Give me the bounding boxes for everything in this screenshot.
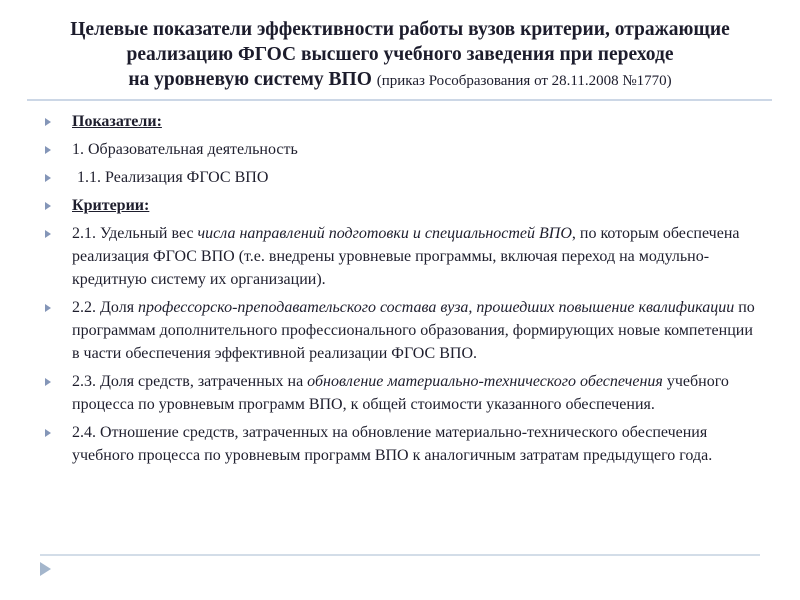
list-item-text — [72, 194, 149, 217]
footer-bullet-triangle-icon — [40, 562, 51, 576]
text-segment-normal: 2.2. Доля — [72, 299, 139, 316]
bullet-triangle-icon — [45, 138, 72, 161]
list-item — [45, 370, 761, 416]
bullet-triangle-icon — [45, 370, 72, 416]
list-item-text — [72, 222, 761, 291]
text-segment-normal: 1.1. Реализация ФГОС ВПО — [77, 169, 269, 186]
text-segment-bold-underline: Показатели: — [72, 113, 162, 130]
text-segment-normal: учебного процесса по уровневым программ ВПО, к общей стоимости указанного обеспечения. — [72, 373, 729, 413]
list-item-text — [72, 296, 761, 365]
text-segment-italic: профессорско-преподавательского состава вуза, прошедших повышение квалификации — [138, 299, 735, 316]
text-segment-normal: 2.1. Удельный вес — [72, 225, 198, 242]
list-item-text — [72, 110, 162, 133]
list-item-text — [72, 421, 761, 467]
bullet-triangle-icon — [45, 166, 72, 189]
text-segment-normal: , по которым обеспечена реализация ФГОС ВПО (т.е. внедрены уровневые программы, включая переход на модульно-кредитную систему их организации). — [72, 225, 740, 288]
list-item — [45, 138, 761, 161]
list-item-text — [72, 166, 268, 189]
list-item — [45, 222, 761, 291]
list-item — [45, 296, 761, 365]
text-segment-italic: обновление материально-технического обеспечения — [307, 373, 663, 390]
text-segment-italic: числа направлений подготовки и специальностей ВПО — [197, 225, 572, 242]
list-item — [45, 166, 761, 189]
bullet-triangle-icon — [45, 296, 72, 365]
footer-divider — [40, 554, 760, 556]
bullet-triangle-icon — [45, 110, 72, 133]
list-item — [45, 421, 761, 467]
list-item — [45, 110, 761, 133]
title-divider — [27, 99, 772, 101]
list-item-text — [72, 370, 761, 416]
text-segment-normal: по программам дополнительного профессионального образования, формирующих новые компетенции в части обеспечения эффективной реализации ФГОС ВПО. — [72, 299, 755, 362]
list-item — [45, 194, 761, 217]
bullet-triangle-icon — [45, 194, 72, 217]
bullet-triangle-icon — [45, 421, 72, 467]
title-note: (приказ Рособразования от 28.11.2008 №1770) — [376, 73, 672, 89]
list-item-text — [72, 138, 298, 161]
text-segment-normal: 2.4. Отношение средств, затраченных на обновление материально-технического обеспечения учебного процесса по уровневым программ ВПО к аналогичным затратам предыдущего года. — [72, 424, 713, 464]
text-segment-normal: 1. Образовательная деятельность — [72, 141, 298, 158]
slide-title — [40, 17, 760, 94]
title-line-2: реализацию ФГОС высшего учебного заведения при переходе — [126, 44, 674, 65]
bullet-list — [45, 110, 761, 472]
text-segment-normal: 2.3. Доля средств, затраченных на — [72, 373, 308, 390]
title-line-3: на уровневую систему ВПО — [128, 69, 372, 90]
bullet-triangle-icon — [45, 222, 72, 291]
text-segment-bold-underline: Критерии: — [72, 197, 150, 214]
title-line-1: Целевые показатели эффективности работы вузов критерии, отражающие — [70, 19, 730, 40]
